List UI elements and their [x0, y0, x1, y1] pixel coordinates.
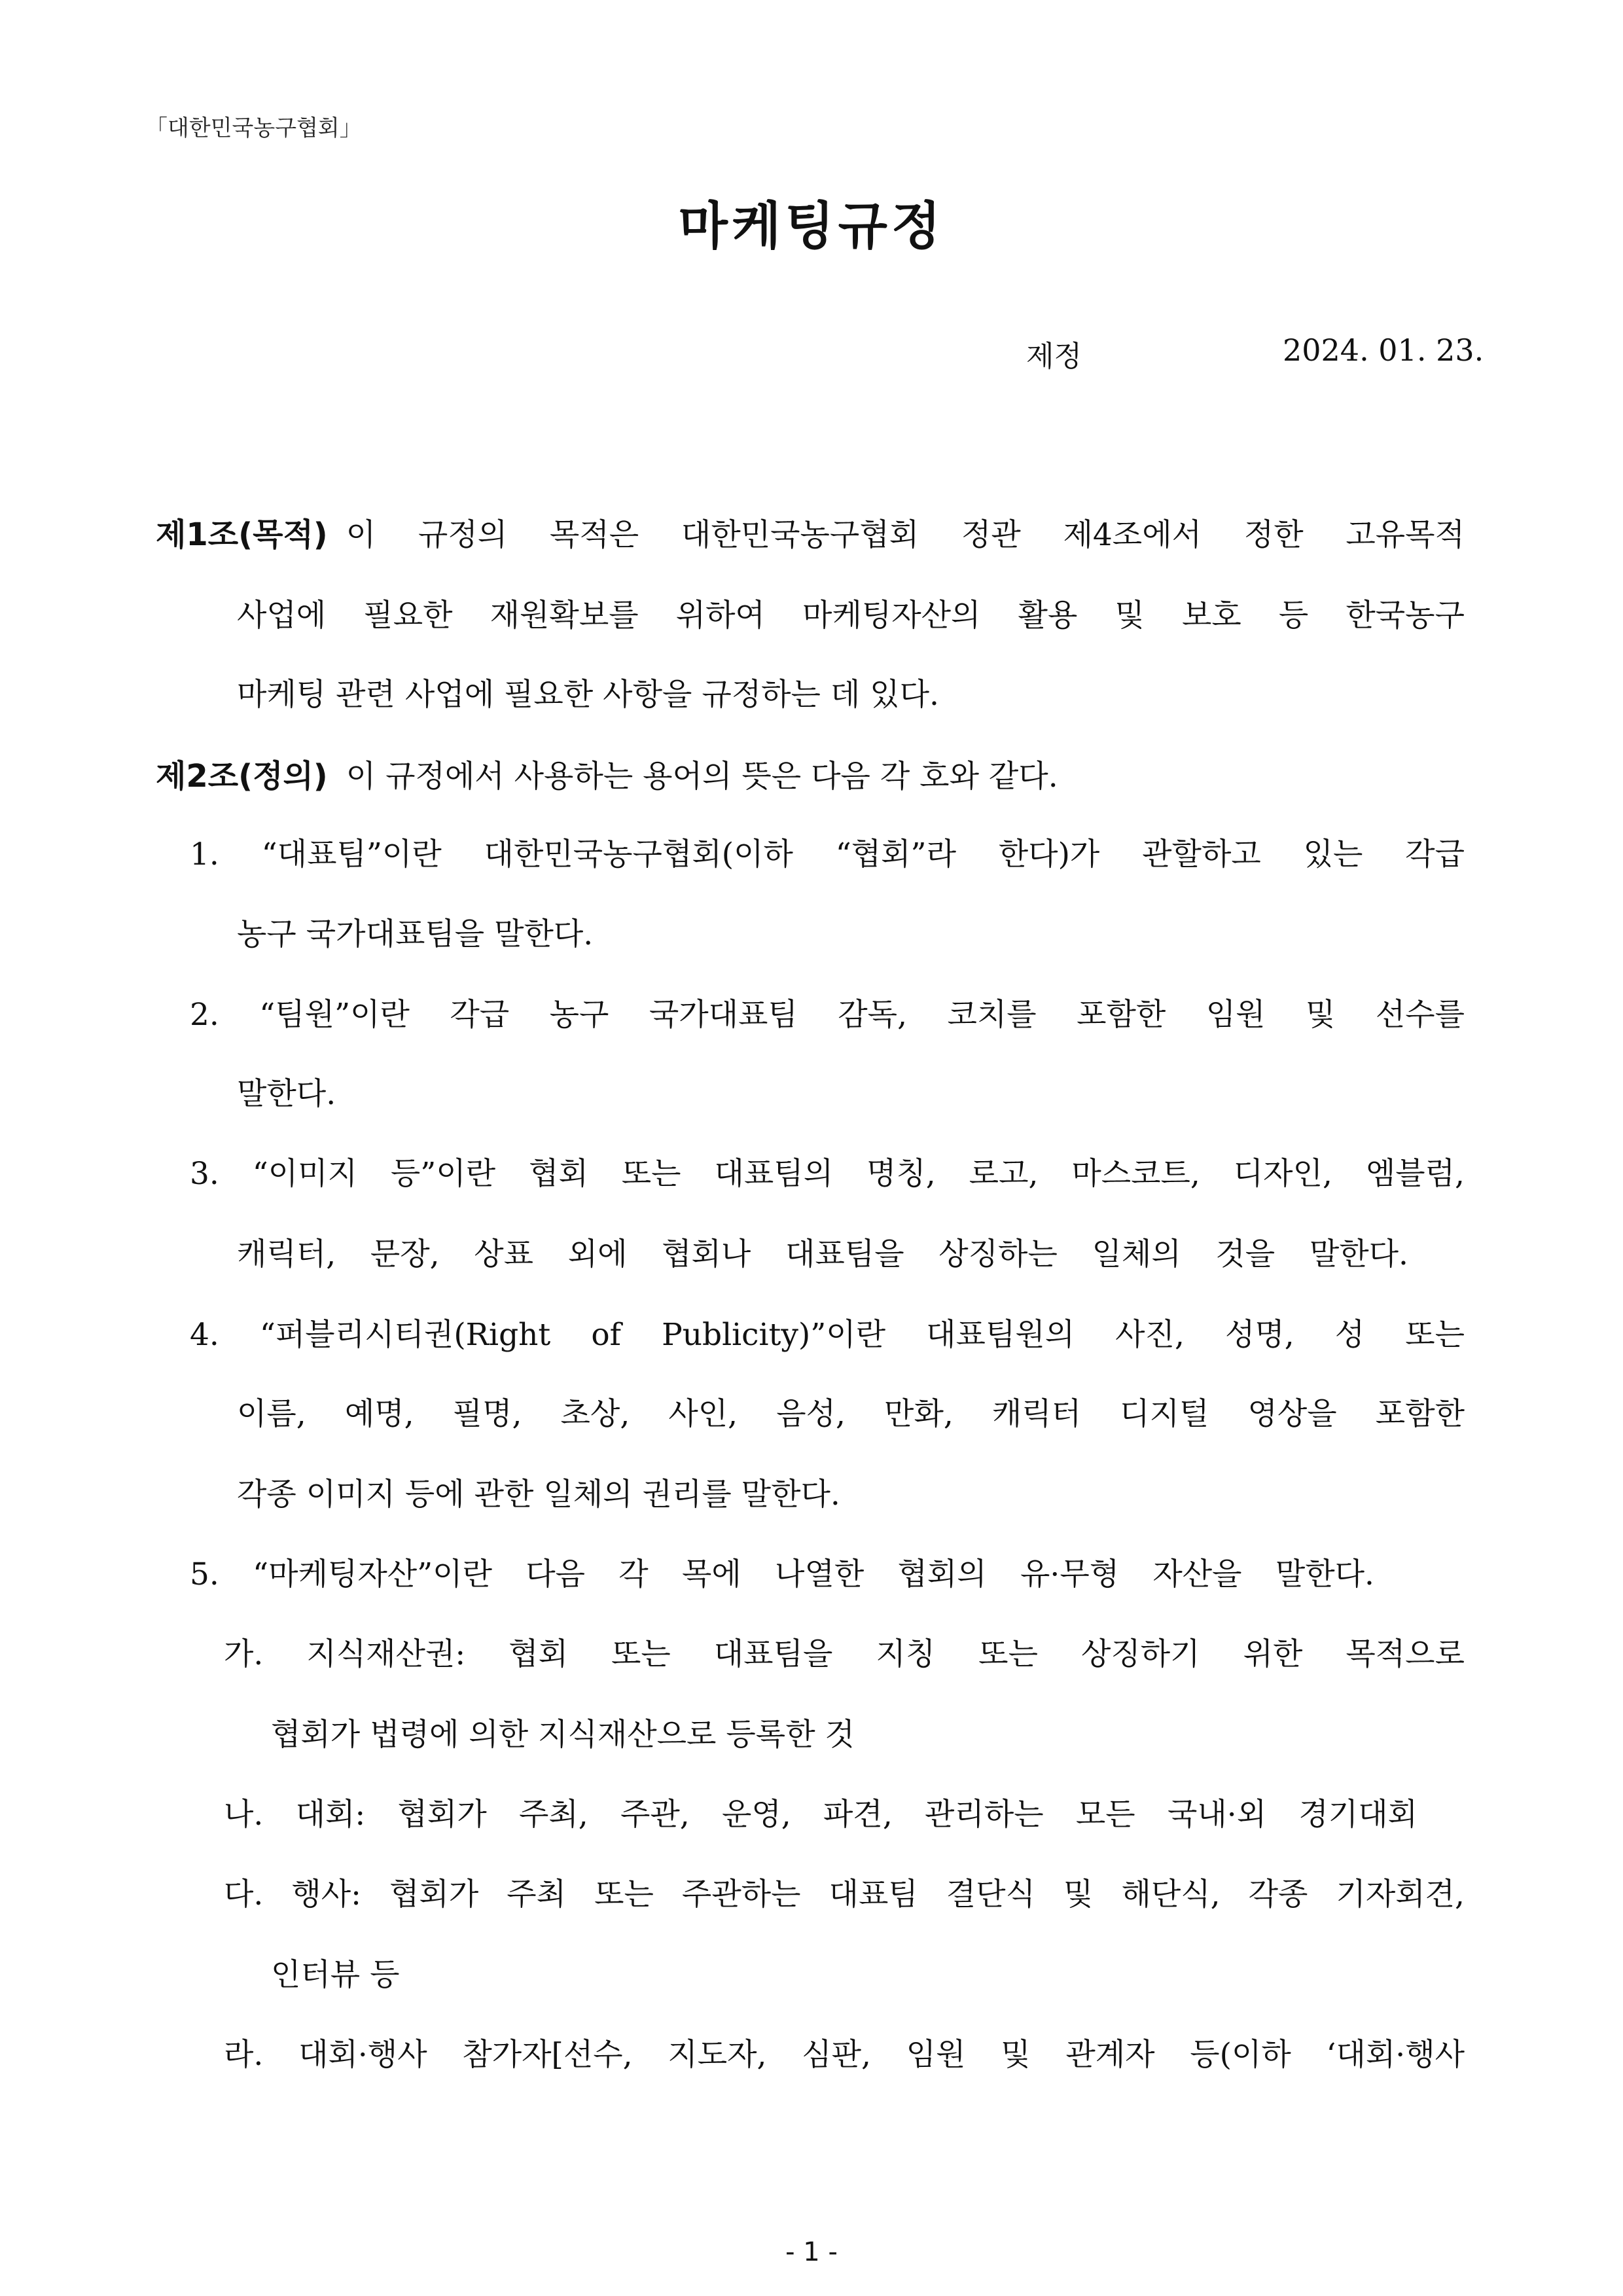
article1-line1 — [156, 509, 1465, 554]
article2-item5-line1: 5. “마케팅자산”이란 다음 각 목에 나열한 협회의 유·무형 자산을 말한다. — [190, 1556, 1374, 1592]
article2-item2-line2: 말한다. — [237, 1076, 336, 1112]
enactment-label: 제정 — [1026, 340, 1082, 373]
article2-intro: 이 규정에서 사용하는 용어의 뜻은 다음 각 호와 같다. — [346, 759, 1058, 795]
article1-heading: 제1조(목적) — [156, 516, 328, 553]
header-organization: 「대한민국농구협회」 — [145, 115, 362, 141]
article2-item4-line2: 이름, 예명, 필명, 초상, 사인, 음성, 만화, 캐릭터 디지털 영상을 포함한 — [237, 1396, 1465, 1432]
article2-sub-ga-line2: 협회가 법령에 의한 지식재산으로 등록한 것 — [271, 1717, 855, 1753]
article2-sub-da-line2: 인터뷰 등 — [271, 1957, 400, 1993]
article2-heading: 제2조(정의) — [156, 758, 328, 795]
article2-sub-na: 나. 대회: 협회가 주최, 주관, 운영, 파견, 관리하는 모든 국내·외 경기대회 — [224, 1797, 1418, 1833]
article1-text-line1: 이 규정의 목적은 대한민국농구협회 정관 제4조에서 정한 고유목적 — [346, 517, 1465, 553]
article2-item4-line3: 각종 이미지 등에 관한 일체의 권리를 말한다. — [237, 1477, 840, 1513]
article2-item3-line2: 캐릭터, 문장, 상표 외에 협회나 대표팀을 상징하는 일체의 것을 말한다. — [237, 1236, 1408, 1272]
article2-item2-line1: 2. “팀원”이란 각급 농구 국가대표팀 감독, 코치를 포함한 임원 및 선수를 — [190, 997, 1465, 1033]
enactment-date: 2024. 01. 23. — [1283, 332, 1484, 368]
article2-item3-line1: 3. “이미지 등”이란 협회 또는 대표팀의 명칭, 로고, 마스코트, 디자인, 엠블럼, — [190, 1156, 1465, 1192]
article2-sub-ga-line1: 가. 지식재산권: 협회 또는 대표팀을 지칭 또는 상징하기 위한 목적으로 — [224, 1636, 1465, 1672]
page-number: - 1 - — [785, 2237, 838, 2267]
article2-sub-ra-line1: 라. 대회·행사 참가자[선수, 지도자, 심판, 임원 및 관계자 등(이하 ‘대회·행사 — [224, 2037, 1465, 2073]
page-title: 마케팅규정 — [678, 196, 945, 256]
article2-item1-line1: 1. “대표팀”이란 대한민국농구협회(이하 “협회”라 한다)가 관할하고 있는 각급 — [190, 836, 1465, 872]
article1-line2: 사업에 필요한 재원확보를 위하여 마케팅자산의 활용 및 보호 등 한국농구 — [237, 598, 1465, 634]
article2-item1-line2: 농구 국가대표팀을 말한다. — [237, 916, 594, 952]
article2-sub-da-line1: 다. 행사: 협회가 주최 또는 주관하는 대표팀 결단식 및 해단식, 각종 기자회견, — [224, 1876, 1465, 1912]
article1-line3: 마케팅 관련 사업에 필요한 사항을 규정하는 데 있다. — [237, 677, 939, 713]
article2-item4-line1: 4. “퍼블리시티권(Right of Publicity)”이란 대표팀원의 사진, 성명, 성 또는 — [190, 1317, 1465, 1353]
article2-line1 — [156, 751, 1058, 796]
